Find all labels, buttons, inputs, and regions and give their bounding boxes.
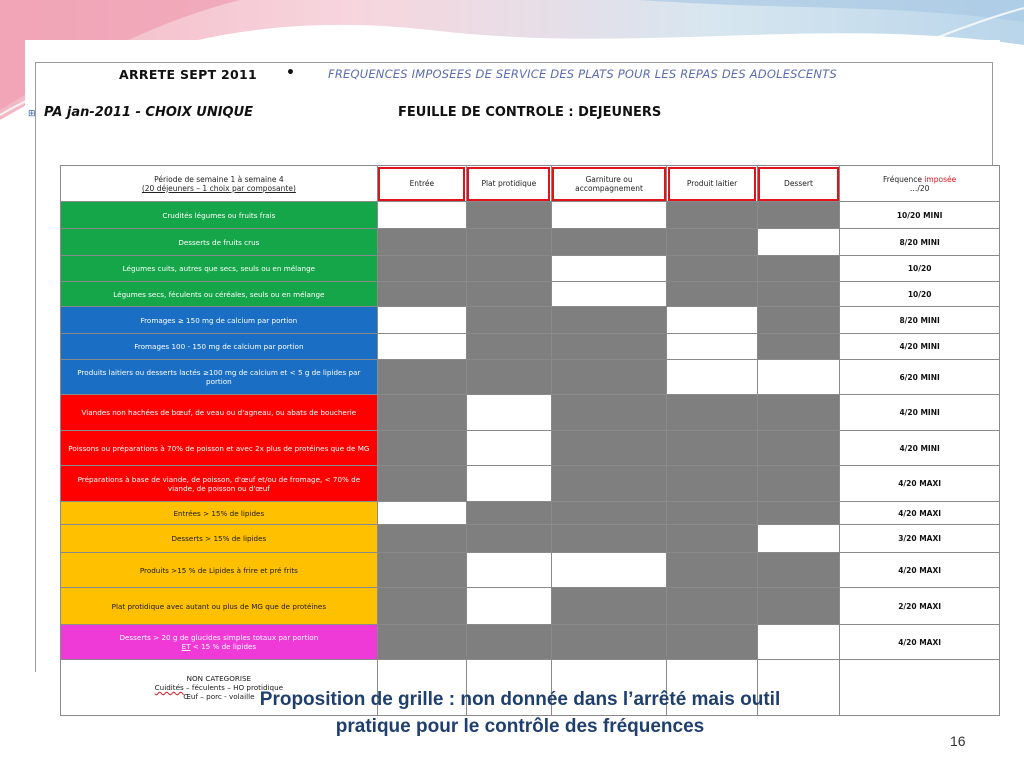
- non-categorise-line1: NON CATEGORISE: [186, 674, 252, 683]
- frequency-value: 6/20 MINI: [840, 360, 1000, 395]
- check-cell-produit-laitier[interactable]: [667, 360, 757, 395]
- excluded-cell-plat-protidique: [466, 334, 551, 360]
- excluded-cell-plat-protidique: [466, 502, 551, 525]
- excluded-cell-garniture: [551, 525, 667, 553]
- frequency-value: 3/20 MAXI: [840, 525, 1000, 553]
- excluded-cell-produit-laitier: [667, 502, 757, 525]
- misspelled-word: Cuidités: [154, 683, 184, 692]
- frequences-title: FREQUENCES IMPOSEES DE SERVICE DES PLATS POUR LES REPAS DES ADOLESCENTS: [328, 67, 837, 81]
- component-header-garniture: Garniture ou accompagnement: [551, 166, 667, 202]
- feuille-title: FEUILLE DE CONTROLE : DEJEUNERS: [398, 105, 662, 120]
- excluded-cell-garniture: [551, 625, 667, 660]
- component-header-entree: Entrée: [377, 166, 466, 202]
- frequency-value: 2/20 MAXI: [840, 588, 1000, 625]
- check-cell-plat-protidique[interactable]: [466, 553, 551, 588]
- check-cell-garniture[interactable]: [551, 202, 667, 229]
- frequency-value: 10/20: [840, 256, 1000, 282]
- excluded-cell-plat-protidique: [466, 625, 551, 660]
- excluded-cell-entree: [377, 431, 466, 466]
- table-row: [61, 282, 1000, 307]
- food-category-label: Crudités légumes ou fruits frais: [61, 202, 378, 229]
- frequency-value: 10/20: [840, 282, 1000, 307]
- frequency-value: 4/20 MINI: [840, 334, 1000, 360]
- excluded-cell-produit-laitier: [667, 553, 757, 588]
- excluded-cell-produit-laitier: [667, 395, 757, 431]
- check-cell-plat-protidique[interactable]: [466, 431, 551, 466]
- check-cell-produit-laitier[interactable]: [667, 307, 757, 334]
- excluded-cell-garniture: [551, 395, 667, 431]
- period-line2: (20 déjeuners – 1 choix par composante): [141, 183, 296, 193]
- frequency-value: 4/20 MINI: [840, 395, 1000, 431]
- check-cell-plat-protidique[interactable]: [466, 395, 551, 431]
- check-cell-plat-protidique[interactable]: [466, 588, 551, 625]
- pa-title: PA jan-2011 - CHOIX UNIQUE: [44, 105, 254, 120]
- food-category-label-line1: Desserts > 20 g de glucides simples totaux par portion: [119, 633, 319, 642]
- frequency-header-prefix: Fréquence: [883, 174, 922, 184]
- frequency-value: 8/20 MINI: [840, 307, 1000, 334]
- frequency-value: 4/20 MAXI: [840, 466, 1000, 502]
- excluded-cell-produit-laitier: [667, 282, 757, 307]
- component-header-plat-protidique: Plat protidique: [466, 166, 551, 202]
- food-category-label: Desserts > 15% de lipides: [61, 525, 378, 553]
- excluded-cell-garniture: [551, 229, 667, 256]
- excluded-cell-plat-protidique: [466, 202, 551, 229]
- excluded-cell-dessert: [757, 553, 840, 588]
- table-row: [61, 395, 1000, 431]
- non-categorise-line2-rest: – féculents – HO protidique: [183, 683, 284, 692]
- excluded-cell-garniture: [551, 502, 667, 525]
- frequency-value: 4/20 MAXI: [840, 625, 1000, 660]
- excluded-cell-garniture: [551, 431, 667, 466]
- excluded-cell-produit-laitier: [667, 229, 757, 256]
- excluded-cell-entree: [377, 282, 466, 307]
- excluded-cell-dessert: [757, 307, 840, 334]
- table-row: [61, 466, 1000, 502]
- excluded-cell-plat-protidique: [466, 282, 551, 307]
- check-cell-entree[interactable]: [377, 307, 466, 334]
- component-header-dessert: Dessert: [757, 166, 840, 202]
- slide-caption: [140, 686, 900, 740]
- page-number: 16: [950, 733, 966, 749]
- excluded-cell-produit-laitier: [667, 431, 757, 466]
- check-cell-dessert[interactable]: [757, 360, 840, 395]
- excluded-cell-entree: [377, 588, 466, 625]
- check-cell-dessert[interactable]: [757, 525, 840, 553]
- check-cell-entree[interactable]: [377, 202, 466, 229]
- arrete-title: ARRETE SEPT 2011: [119, 67, 258, 82]
- food-category-label: Légumes cuits, autres que secs, seuls ou en mélange: [61, 256, 378, 282]
- excluded-cell-dessert: [757, 431, 840, 466]
- et-keyword: ET: [181, 642, 191, 651]
- excluded-cell-entree: [377, 466, 466, 502]
- excluded-cell-dessert: [757, 256, 840, 282]
- excluded-cell-dessert: [757, 395, 840, 431]
- table-row: [61, 553, 1000, 588]
- period-line1: Période de semaine 1 à semaine 4: [154, 174, 284, 184]
- check-cell-plat-protidique[interactable]: [466, 466, 551, 502]
- food-category-label: Produits laitiers ou desserts lactés ≥100 mg de calcium et < 5 g de lipides par portion: [61, 360, 378, 395]
- table-row: [61, 625, 1000, 660]
- food-category-label-rest: < 15 % de lipides: [190, 642, 257, 651]
- frequency-grid: [60, 165, 1000, 716]
- check-cell-dessert[interactable]: [757, 625, 840, 660]
- excluded-cell-produit-laitier: [667, 202, 757, 229]
- excluded-cell-garniture: [551, 307, 667, 334]
- excluded-cell-dessert: [757, 334, 840, 360]
- non-categorise-line3: Œuf – porc - volaille: [183, 692, 255, 701]
- excluded-cell-entree: [377, 553, 466, 588]
- excluded-cell-dessert: [757, 282, 840, 307]
- anchor-icon: ⊞: [28, 109, 36, 119]
- frequency-header-imposee: imposée: [924, 174, 957, 184]
- frequency-value: 4/20 MAXI: [840, 502, 1000, 525]
- component-header-produit-laitier: Produit laitier: [667, 166, 757, 202]
- frequency-value: 4/20 MINI: [840, 431, 1000, 466]
- frequency-value: 8/20 MINI: [840, 229, 1000, 256]
- food-category-label: Fromages 100 - 150 mg de calcium par portion: [61, 334, 378, 360]
- excluded-cell-produit-laitier: [667, 256, 757, 282]
- excluded-cell-produit-laitier: [667, 588, 757, 625]
- table-row: [61, 588, 1000, 625]
- food-category-label: Préparations à base de viande, de poisson, d'œuf et/ou de fromage, < 70% de viande, de poisson ou d'œuf: [61, 466, 378, 502]
- excluded-cell-garniture: [551, 466, 667, 502]
- food-category-label: Légumes secs, féculents ou céréales, seuls ou en mélange: [61, 282, 378, 307]
- table-row: [61, 202, 1000, 229]
- food-category-label: Viandes non hachées de bœuf, de veau ou d'agneau, ou abats de boucherie: [61, 395, 378, 431]
- excluded-cell-dessert: [757, 466, 840, 502]
- excluded-cell-produit-laitier: [667, 625, 757, 660]
- table-row: [61, 229, 1000, 256]
- table-row: [61, 525, 1000, 553]
- excluded-cell-entree: [377, 525, 466, 553]
- excluded-cell-produit-laitier: [667, 466, 757, 502]
- check-cell-entree[interactable]: [377, 334, 466, 360]
- excluded-cell-plat-protidique: [466, 360, 551, 395]
- excluded-cell-plat-protidique: [466, 525, 551, 553]
- table-row: [61, 360, 1000, 395]
- food-category-label: [61, 625, 378, 660]
- excluded-cell-entree: [377, 395, 466, 431]
- food-category-label: Desserts de fruits crus: [61, 229, 378, 256]
- frequency-header: [840, 166, 1000, 202]
- table-row: [61, 334, 1000, 360]
- excluded-cell-entree: [377, 229, 466, 256]
- excluded-cell-dessert: [757, 588, 840, 625]
- excluded-cell-produit-laitier: [667, 525, 757, 553]
- header-row: [61, 166, 1000, 202]
- food-category-label: Fromages ≥ 150 mg de calcium par portion: [61, 307, 378, 334]
- excluded-cell-plat-protidique: [466, 307, 551, 334]
- excluded-cell-garniture: [551, 334, 667, 360]
- food-category-label: Entrées > 15% de lipides: [61, 502, 378, 525]
- check-cell-entree[interactable]: [377, 502, 466, 525]
- grid-body: [61, 202, 1000, 716]
- check-cell-garniture[interactable]: [551, 256, 667, 282]
- food-category-label-line2: [64, 642, 374, 651]
- table-row: [61, 256, 1000, 282]
- frequency-value: 4/20 MAXI: [840, 553, 1000, 588]
- excluded-cell-entree: [377, 625, 466, 660]
- excluded-cell-entree: [377, 360, 466, 395]
- excluded-cell-plat-protidique: [466, 256, 551, 282]
- bullet-dot: •: [286, 65, 295, 81]
- check-cell-produit-laitier[interactable]: [667, 334, 757, 360]
- check-cell-garniture[interactable]: [551, 282, 667, 307]
- excluded-cell-entree: [377, 256, 466, 282]
- period-header: [61, 166, 378, 202]
- excluded-cell-dessert: [757, 502, 840, 525]
- table-row: [61, 502, 1000, 525]
- excluded-cell-dessert: [757, 202, 840, 229]
- food-category-label: Plat protidique avec autant ou plus de MG que de protéines: [61, 588, 378, 625]
- frequency-header-denominator: …/20: [909, 183, 930, 193]
- excluded-cell-garniture: [551, 360, 667, 395]
- excluded-cell-plat-protidique: [466, 229, 551, 256]
- frequency-value: 10/20 MINI: [840, 202, 1000, 229]
- check-cell-dessert[interactable]: [757, 229, 840, 256]
- food-category-label: Produits >15 % de Lipides à frire et pré frits: [61, 553, 378, 588]
- excluded-cell-garniture: [551, 588, 667, 625]
- table-row: [61, 431, 1000, 466]
- check-cell-garniture[interactable]: [551, 553, 667, 588]
- table-row: [61, 307, 1000, 334]
- food-category-label: Poissons ou préparations à 70% de poisson et avec 2x plus de protéines que de MG: [61, 431, 378, 466]
- caption-line1: Proposition de grille : non donnée dans l’arrêté mais outil: [259, 689, 781, 710]
- caption-line2: pratique pour le contrôle des fréquences: [335, 716, 705, 737]
